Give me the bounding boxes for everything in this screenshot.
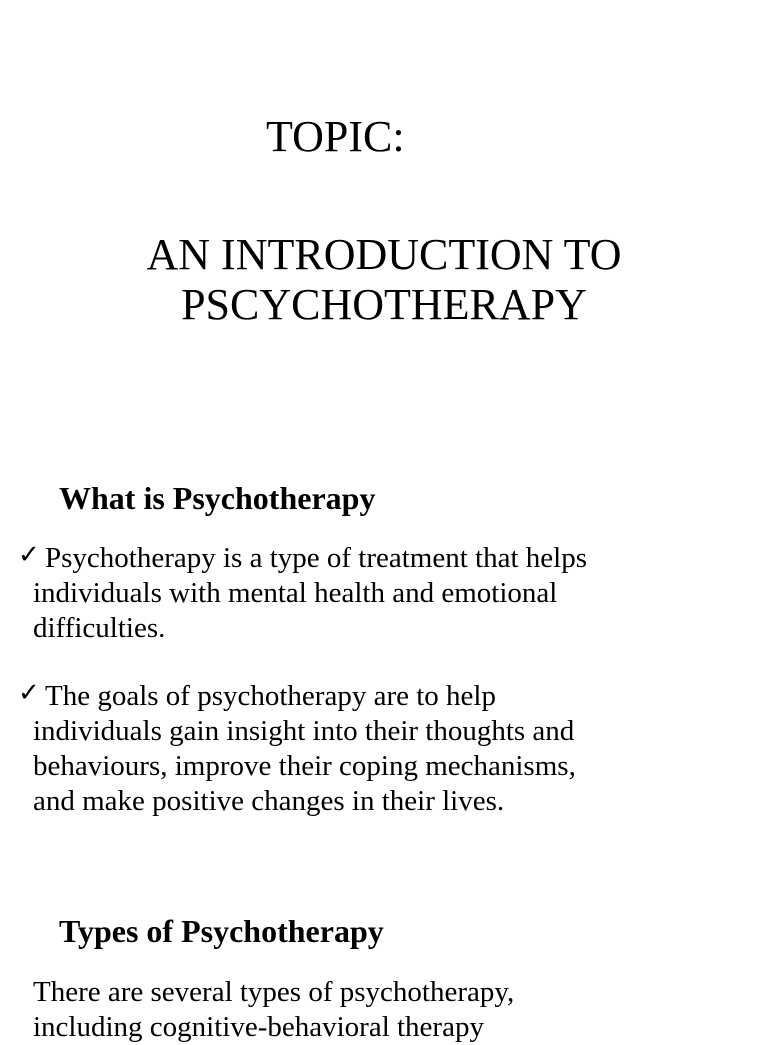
topic-label: TOPIC: bbox=[266, 112, 405, 161]
bullet-item bbox=[18, 678, 733, 819]
checkmark-icon: ✓ bbox=[18, 678, 40, 707]
paragraph-text-line: including cognitive-behavioral therapy bbox=[33, 1011, 484, 1043]
section-heading-what-is-psychotherapy: What is Psychotherapy bbox=[59, 480, 376, 516]
bullet-text-line: individuals gain insight into their thoughts and bbox=[33, 715, 575, 747]
section-heading-types-of-psychotherapy: Types of Psychotherapy bbox=[59, 913, 384, 949]
bullet-text-line: Psychotherapy is a type of treatment that helps bbox=[45, 542, 587, 574]
section-paragraph bbox=[33, 975, 753, 1045]
bullet-text-line: behaviours, improve their coping mechanisms, bbox=[33, 750, 576, 782]
document-title bbox=[0, 230, 768, 330]
title-line: AN INTRODUCTION TO bbox=[146, 230, 622, 279]
checkmark-icon: ✓ bbox=[18, 540, 40, 569]
bullet-text-line: and make positive changes in their lives. bbox=[33, 785, 505, 817]
bullet-text-line: The goals of psychotherapy are to help bbox=[45, 680, 496, 712]
bullet-text-line: difficulties. bbox=[33, 612, 166, 644]
title-line: PSCYCHOTHERAPY bbox=[181, 280, 587, 329]
bullet-text-line: individuals with mental health and emotional bbox=[33, 577, 558, 609]
bullet-item bbox=[18, 540, 733, 646]
paragraph-text-line: There are several types of psychotherapy, bbox=[33, 976, 515, 1008]
